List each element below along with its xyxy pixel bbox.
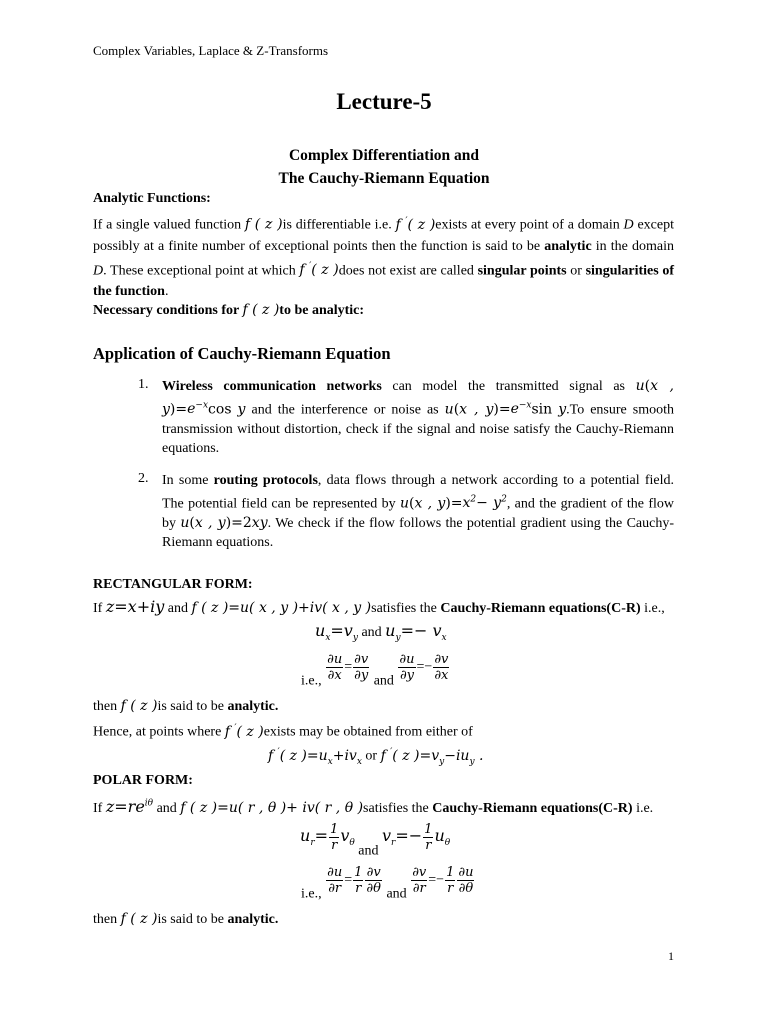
math-signal: u <box>635 378 645 394</box>
application-heading: Application of Cauchy-Riemann Equation <box>93 344 391 363</box>
polar-form-heading: POLAR FORM: <box>93 773 193 788</box>
text: is differentiable i.e. <box>282 217 396 233</box>
list-number: 1. <box>138 377 149 392</box>
math-flow: x , y <box>194 514 226 531</box>
math-flow: u <box>180 514 190 531</box>
math-f-prime-of-z: f ′( z ) <box>224 723 264 740</box>
text: using the Cauchy-Riemann equations. <box>162 515 675 551</box>
fraction: $\frac{\partial u}{\partial r}$ <box>327 865 343 896</box>
math-f-prime-of-z: f ′( z ) <box>395 216 436 233</box>
math-derivative-2: f ′( z )$=v_y-iu_y$ . <box>380 747 484 767</box>
math-flow: ( <box>189 514 195 531</box>
text: i.e., <box>301 886 322 902</box>
math-signal: )= <box>169 401 188 418</box>
fraction: $\frac{\partial u}{\partial x}$ <box>327 652 343 683</box>
math-noise: x , y <box>459 401 494 418</box>
fraction: $\frac{\partial v}{\partial y}$ <box>354 652 369 683</box>
text: Cauchy-Riemann equations. <box>162 421 674 457</box>
fraction: $\frac{1}{r}$ <box>446 865 455 896</box>
text: and <box>358 843 379 859</box>
text: exists at every point of a domain <box>435 217 624 233</box>
text: D <box>623 217 634 233</box>
text: , and the gradient <box>506 496 607 512</box>
fraction: $\frac{\partial u}{\partial y}$ <box>399 652 415 683</box>
term-cr-equations: Cauchy-Riemann equations(C-R) <box>440 601 641 616</box>
text: . We check if the flow follows the potential gradient <box>267 515 567 531</box>
fraction: $\frac{\partial v}{\partial r}$ <box>412 865 427 896</box>
text: and <box>361 625 382 640</box>
math-potential: x , y <box>414 495 446 512</box>
text: If a single valued function <box>93 217 245 233</box>
polar-conclusion <box>93 911 278 928</box>
subtitle-line-2: The Cauchy-Riemann Equation <box>278 170 490 187</box>
math-noise: sin <box>531 401 553 418</box>
cr-equations-rect <box>315 621 447 643</box>
derivative-formulas <box>268 747 483 766</box>
math-noise: y <box>558 401 567 418</box>
math-f-of-z: f ( z ) <box>120 911 158 927</box>
math-z-polar: $z=re^{i\theta}$ <box>105 797 154 816</box>
term-analytic: analytic. <box>227 912 279 927</box>
text: , data flows through a network according to a potential <box>317 473 640 488</box>
math-noise: )= <box>493 401 511 418</box>
term-singular-points: singular points <box>477 263 567 279</box>
text: .To ensure <box>566 402 627 418</box>
text: of the flow by <box>162 496 675 531</box>
math-f-u-v-polar: f ( z )=u( r , θ )+ iv( r , θ ) <box>180 800 364 816</box>
text: i.e., <box>640 601 665 616</box>
math-f-of-z: f ( z ) <box>242 302 280 318</box>
text: satisfies the <box>371 601 441 616</box>
running-header: Complex Variables, Laplace & Z-Transforms <box>93 43 329 58</box>
text: smooth transmission without distortion, check if the signal and noise satisfy the <box>162 402 675 437</box>
cr-equations-polar <box>300 822 450 860</box>
term-cr-equations: Cauchy-Riemann equations(C-R) <box>432 801 633 816</box>
math-f-prime-of-z: f ′( z ) <box>299 261 339 279</box>
fraction: $\frac{1}{r}$ <box>330 822 339 853</box>
text: . <box>164 284 169 300</box>
math-derivative-1: f ′( z )$=u_x+iv_x$ <box>268 747 362 767</box>
math-signal: $e^{-x}$ <box>187 400 209 418</box>
necessary-conditions <box>93 302 364 319</box>
text: does not exist are called <box>338 263 474 279</box>
math-signal: y <box>237 401 246 418</box>
rectangular-form-heading: RECTANGULAR FORM: <box>93 577 253 592</box>
term-singularities: singularities of the function <box>93 263 675 300</box>
math-f-of-z: f ( z ) <box>244 216 283 233</box>
text: If <box>93 801 106 816</box>
math-vr: $v_r=-$ <box>382 825 423 848</box>
math-potential: u <box>399 495 409 512</box>
text: in the domain <box>591 238 674 254</box>
rect-conclusion <box>93 698 278 715</box>
text: and <box>373 673 394 689</box>
polar-form-statement <box>93 797 653 817</box>
text: then <box>93 699 121 714</box>
math-signal: x , y <box>162 378 675 418</box>
text: is said to be <box>157 699 228 714</box>
math-f-u-v: f ( z )=u( x , y )+iv( x , y ) <box>191 600 372 616</box>
math-u-theta: $u_\theta$ <box>434 825 451 848</box>
text: to be analytic: <box>279 303 365 318</box>
math-signal: ( <box>644 378 651 394</box>
text: . These exceptional point at which <box>103 263 300 279</box>
text: or <box>365 748 378 764</box>
math-noise: $e^{-x}$ <box>510 400 532 418</box>
text: and <box>167 601 192 616</box>
math-potential: )= <box>445 495 463 512</box>
page-number: 1 <box>668 949 674 963</box>
fraction: $\frac{\partial u}{\partial\theta}$ <box>458 865 474 896</box>
analytic-definition-paragraph <box>93 211 674 302</box>
analytic-functions-heading: Analytic Functions: <box>93 191 211 206</box>
math-ux-vy: $u_x=v_y$ <box>315 621 358 644</box>
math-z: z=x+iy <box>105 597 165 616</box>
text: is said to be <box>157 912 228 927</box>
math-flow: xy <box>251 514 268 531</box>
text: and <box>386 886 407 902</box>
lecture-title: Lecture-5 <box>336 89 432 114</box>
text: Hence, at points where <box>93 724 225 740</box>
math-potential: $x^2- y^2$ <box>462 494 507 512</box>
list-item-routing <box>162 471 674 553</box>
math-uy-minus-vx: $u_y=- v_x$ <box>385 621 447 644</box>
text: and the interference or noise as <box>245 402 445 418</box>
text: exists may be obtained from either of <box>263 724 473 740</box>
text: or <box>566 263 586 279</box>
term-routing: routing protocols <box>213 473 318 488</box>
fraction: $\frac{1}{r}$ <box>424 822 433 853</box>
text: Necessary conditions for <box>93 303 243 318</box>
text: and <box>156 801 181 816</box>
term-wireless: Wireless communication networks <box>162 379 382 394</box>
text: then <box>93 912 121 927</box>
list-item-wireless <box>162 377 674 459</box>
fraction: $\frac{\partial v}{\partial x}$ <box>434 652 449 683</box>
text: i.e., <box>301 673 322 689</box>
text: can model the transmitted signal as <box>381 379 625 394</box>
cr-partial-rect: i.e., $\frac{\partial u}{\partial x}$ = $\frac{\partial v}{\partial y}$ and $\frac{\partial u}{\partial y}$ =− $\frac{\partial v}{\partial x}$ <box>301 652 449 689</box>
rectangular-form-statement <box>93 597 665 617</box>
fraction: $\frac{\partial v}{\partial\theta}$ <box>366 865 381 896</box>
math-signal: cos <box>208 401 232 418</box>
text: except possibly at a finite number of exceptional points then the function is said to be <box>93 217 674 254</box>
math-f-of-z: f ( z ) <box>120 698 158 714</box>
cr-partial-polar: i.e., $\frac{\partial u}{\partial r}$ = $\frac{1}{r}$ $\frac{\partial v}{\partial\theta}$ and $\frac{\partial v}{\partial r}$ =− $\frac{1}{r}$ $\frac{\partial u}{\partial\theta}$ <box>301 865 474 902</box>
text: D <box>93 263 104 279</box>
fraction: $\frac{1}{r}$ <box>354 865 363 896</box>
math-ur: $u_r=$ <box>300 825 329 848</box>
text: i.e. <box>632 801 654 816</box>
math-v-theta: $v_\theta$ <box>340 825 355 848</box>
text: satisfies the <box>363 801 433 816</box>
math-noise: u <box>444 401 454 418</box>
math-noise: ( <box>453 401 460 418</box>
list-number: 2. <box>138 471 149 486</box>
term-analytic: analytic. <box>227 699 279 714</box>
rect-hence <box>93 723 473 741</box>
text: If <box>93 601 106 616</box>
math-potential: ( <box>409 495 415 512</box>
text: field. The potential field can be represented by <box>162 473 675 512</box>
text: In some <box>162 473 214 488</box>
term-analytic: analytic <box>544 238 592 254</box>
math-flow: )=2 <box>225 514 252 531</box>
subtitle-line-1: Complex Differentiation and <box>288 147 479 164</box>
